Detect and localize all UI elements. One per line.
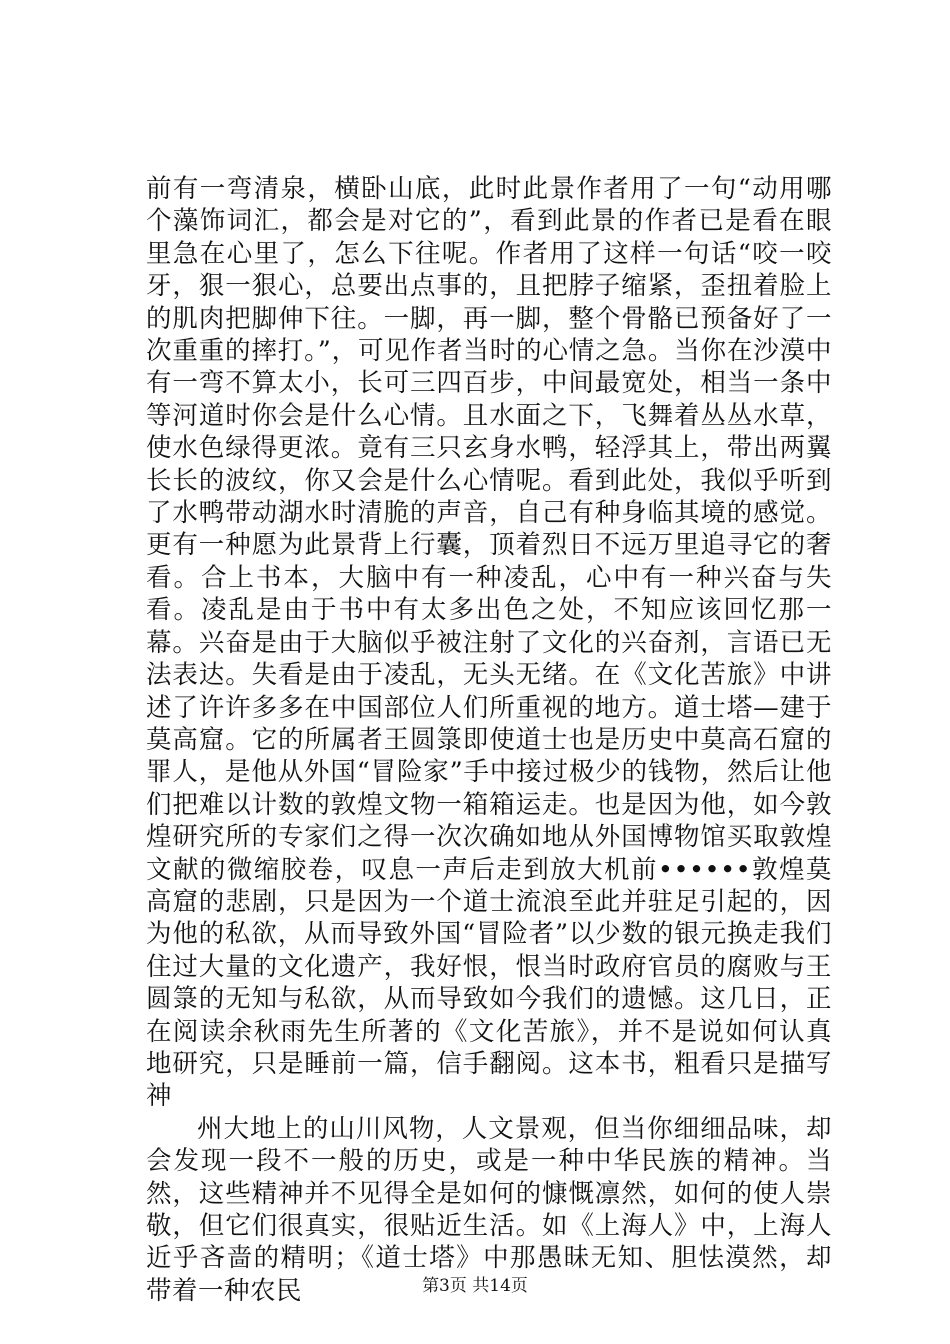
paragraph-2: 州大地上的山川风物，人文景观，但当你细细品味，却会发现一段不一般的历史，或是一种中华民族的精神。当然，这些精神并不见得全是如何的慷慨凛然，如何的使人崇敬，但它们很真实，很贴近生活。如《上海人》中，上海人近乎吝啬的精明；《道士塔》中那愚昧无知、胆怯漠然，却带着一种农民 [146, 1113, 832, 1306]
paragraph-1: 前有一弯清泉，横卧山底，此时此景作者用了一句“动用哪个藻饰词汇，都会是对它的”，看到此景的作者已是看在眼里急在心里了，怎么下往呢。作者用了这样一句话“咬一咬牙，狠一狠心，总要出点事的，且把脖子缩紧，歪扭着脸上的肌肉把脚伸下往。一脚，再一脚，整个骨骼已预备好了一次重重的摔打。”，可见作者当时的心情之急。当你在沙漠中有一弯不算太小，长可三四百步，中间最宽处，相当一条中等河道时你会是什么心情。且水面之下，飞舞着丛丛水草，使水色绿得更浓。竟有三只玄身水鸭，轻浮其上，带出两翼长长的波纹，你又会是什么心情呢。看到此处，我似乎听到了水鸭带动湖水时清脆的声音，自己有种身临其境的感觉。更有一种愿为此景背上行囊，顶着烈日不远万里追寻它的奢看。合上书本，大脑中有一种凌乱，心中有一种兴奋与失看。凌乱是由于书中有太多出色之处，不知应该回忆那一幕。兴奋是由于大脑似乎被注射了文化的兴奋剂，言语已无法表达。失看是由于凌乱，无头无绪。在《文化苦旅》中讲述了许许多多在中国部位人们所重视的地方。道士塔—建于莫高窟。它的所属者王圆箓即使道士也是历史中莫高石窟的罪人，是他从外国“冒险家”手中接过极少的钱物，然后让他们把难以计数的敦煌文物一箱箱运走。也是因为他，如今敦煌研究所的专家们之得一次次确如地从外国博物馆买取敦煌文献的微缩胶卷，叹息一声后走到放大机前••••••敦煌莫高窟的悲剧，只是因为一个道士流浪至此并驻足引起的，因为他的私欲，从而导致外国“冒险者”以少数的银元换走我们住过大量的文化遗产，我好恨，恨当时政府官员的腐败与王圆箓的无知与私欲，从而导致如今我们的遗憾。这几日，正在阅读余秋雨先生所著的《文化苦旅》，并不是说如何认真地研究，只是睡前一篇，信手翻阅。这本书，粗看只是描写神 [146, 174, 832, 1112]
body-text [146, 173, 832, 1307]
page-number-footer: 第3页 共14页 [422, 1276, 528, 1296]
